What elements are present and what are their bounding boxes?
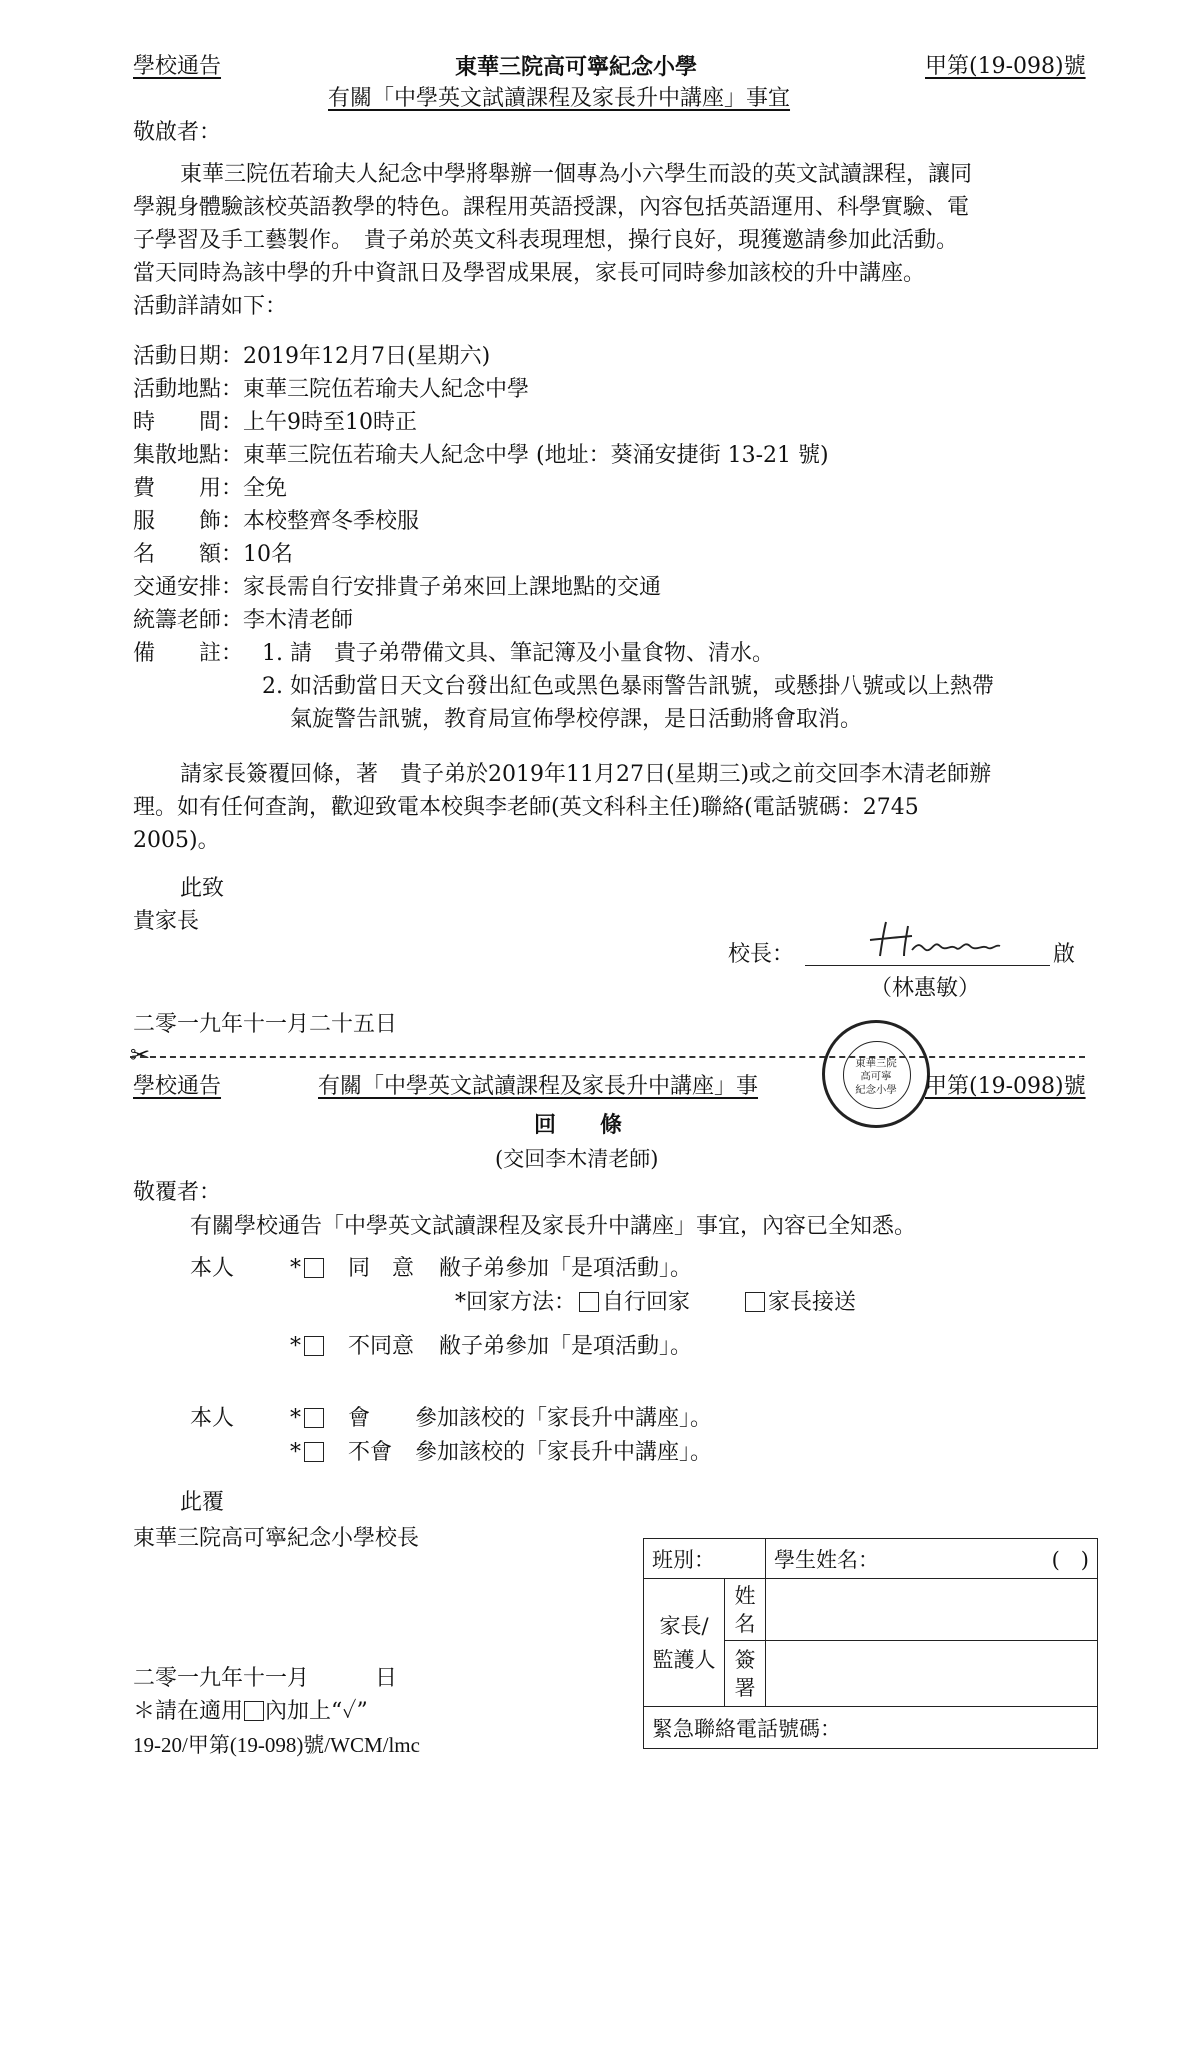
disagree-text: 敝子弟參加「是項活動」。 [439, 1334, 693, 1359]
svg-text:高可寧: 高可寧 [860, 1070, 892, 1083]
return-self-checkbox[interactable] [579, 1292, 599, 1312]
disagree-checkbox[interactable] [304, 1336, 324, 1356]
return-parent-checkbox[interactable] [745, 1292, 765, 1312]
closing-line-1: 請家長簽覆回條，著 貴子弟於2019年11月27日(星期三)或之前交回李木清老師辦 [180, 762, 992, 787]
school-seal [822, 1020, 930, 1128]
reply-acknowledgement: 有關學校通告「中學英文試讀課程及家長升中講座」事宜，內容已全知悉。 [190, 1214, 917, 1239]
detail-venue: 活動地點：東華三院伍若瑜夫人紀念中學 [133, 377, 530, 402]
body-line-5: 活動詳請如下： [133, 294, 288, 319]
remark-item-2: 2. 如活動當日天文台發出紅色或黑色暴雨警告訊號，或懸掛八號或以上熱帶 [262, 674, 994, 699]
not-attend-label: 不會 [348, 1440, 393, 1465]
star-mark: * [290, 1440, 301, 1465]
student-number-paren: ( ) [1051, 1547, 1089, 1572]
reply-self-label-1: 本人 [190, 1256, 235, 1281]
detail-date: 活動日期：2019年12月7日(星期六) [133, 344, 491, 369]
agree-text: 敝子弟參加「是項活動」。 [439, 1256, 693, 1281]
principal-suffix: 啟 [1053, 942, 1076, 967]
agree-checkbox[interactable] [304, 1258, 324, 1278]
option-not-attend [290, 1438, 712, 1468]
reply-ref-number: 甲第(19-098)號 [925, 1074, 1086, 1099]
agree-label: 同 意 [348, 1256, 415, 1281]
regards: 此致 [180, 876, 225, 901]
body-line-3: 子學習及手工藝製作。 貴子弟於英文科表現理想，操行良好，現獲邀請參加此活動。 [133, 228, 959, 253]
note-checkbox-icon [244, 1701, 264, 1721]
closing-line-3: 2005)。 [133, 828, 220, 853]
notice-date: 二零一九年十一月二十五日 [133, 1012, 398, 1037]
guardian-label: 家長/ 監護人 [644, 1579, 725, 1707]
reply-subject: 有關「中學英文試讀課程及家長升中講座」事 [318, 1074, 759, 1099]
detail-fee: 費 用：全免 [133, 476, 288, 501]
notice-subject: 有關「中學英文試讀課程及家長升中講座」事宜 [328, 86, 791, 111]
principal-name: （林惠敏） [870, 976, 981, 1001]
reply-note: ＊請在適用 內加上“✓” [133, 1699, 368, 1724]
attend-text: 參加該校的「家長升中講座」。 [415, 1406, 713, 1431]
option-attend [290, 1404, 712, 1434]
remark-item-2-cont: 氣旋警告訊號，教育局宣佈學校停課，是日活動將會取消。 [290, 707, 863, 732]
reply-title: 回 條 [534, 1112, 623, 1138]
student-name-cell[interactable]: 學生姓名： ( ) [766, 1539, 1098, 1579]
cut-line [130, 1056, 1085, 1058]
notice-ref-number: 甲第(19-098)號 [925, 54, 1086, 79]
scissors-icon: ✂ [130, 1041, 151, 1069]
option-agree [290, 1254, 692, 1284]
reply-to: 東華三院高可寧紀念小學校長 [133, 1526, 420, 1551]
body-line-1: 東華三院伍若瑜夫人紀念中學將舉辦一個專為小六學生而設的英文試讀課程，讓同 [180, 162, 973, 187]
reply-regards: 此覆 [180, 1490, 225, 1515]
sign-label: 簽 署 [725, 1641, 766, 1707]
return-method [455, 1288, 856, 1318]
return-parent-label: 家長接送 [768, 1290, 857, 1315]
disagree-label: 不同意 [348, 1334, 415, 1359]
detail-time: 時 間：上午9時至10時正 [133, 410, 418, 435]
reply-self-label-2: 本人 [190, 1406, 235, 1431]
closing-line-2: 理。如有任何查詢，歡迎致電本校與李老師(英文科科主任)聯絡(電話號碼：2745 [133, 795, 919, 820]
notice-type-label: 學校通告 [133, 54, 222, 79]
star-mark: * [290, 1406, 301, 1431]
detail-quota: 名 額：10名 [133, 542, 294, 567]
guardian-name-field[interactable] [766, 1579, 1098, 1641]
name-label: 姓 名 [725, 1579, 766, 1641]
detail-attire: 服 飾：本校整齊冬季校服 [133, 509, 420, 534]
return-method-label: *回家方法： [455, 1290, 577, 1315]
class-cell[interactable]: 班別： [644, 1539, 766, 1579]
emergency-phone-field[interactable]: 緊急聯絡電話號碼： [644, 1707, 1098, 1749]
reply-date: 二零一九年十一月 日 [133, 1666, 398, 1691]
student-info-table [643, 1538, 1098, 1749]
detail-meeting-point: 集散地點：東華三院伍若瑜夫人紀念中學 (地址：葵涌安捷街 13-21 號) [133, 443, 829, 468]
option-disagree [290, 1332, 692, 1362]
remark-item-1: 1. 請 貴子弟帶備文具、筆記簿及小量食物、清水。 [262, 641, 774, 666]
not-attend-text: 參加該校的「家長升中講座」。 [415, 1440, 713, 1465]
footer-ref: 19-20/甲第(19-098)號/WCM/lmc [133, 1733, 420, 1757]
detail-coordinator: 統籌老師：李木清老師 [133, 608, 354, 633]
school-name: 東華三院高可寧紀念小學 [455, 54, 698, 80]
salutation: 敬啟者： [133, 120, 222, 145]
reply-salutation: 敬覆者： [133, 1180, 222, 1205]
body-line-4: 當天同時為該中學的升中資訊日及學習成果展，家長可同時參加該校的升中講座。 [133, 261, 926, 286]
principal-signature [860, 918, 1060, 966]
reply-notice-type-label: 學校通告 [133, 1074, 222, 1099]
svg-text:東華三院: 東華三院 [855, 1057, 897, 1070]
detail-remarks-label: 備 註： [133, 641, 244, 666]
body-line-2: 學親身體驗該校英語教學的特色。課程用英語授課，內容包括英語運用、科學實驗、電 [133, 195, 970, 220]
attend-label: 會 [348, 1406, 371, 1431]
not-attend-checkbox[interactable] [304, 1442, 324, 1462]
star-mark: * [290, 1334, 301, 1359]
principal-label: 校長： [728, 942, 795, 967]
guardian-signature-field[interactable] [766, 1641, 1098, 1707]
attend-checkbox[interactable] [304, 1408, 324, 1428]
addressee: 貴家長 [133, 909, 200, 934]
detail-transport: 交通安排：家長需自行安排貴子弟來回上課地點的交通 [133, 575, 662, 600]
star-mark: * [290, 1256, 301, 1281]
reply-return-to: (交回李木清老師) [495, 1147, 659, 1171]
return-self-label: 自行回家 [602, 1290, 691, 1315]
signature-line [805, 965, 1050, 966]
svg-text:紀念小學: 紀念小學 [855, 1083, 897, 1096]
